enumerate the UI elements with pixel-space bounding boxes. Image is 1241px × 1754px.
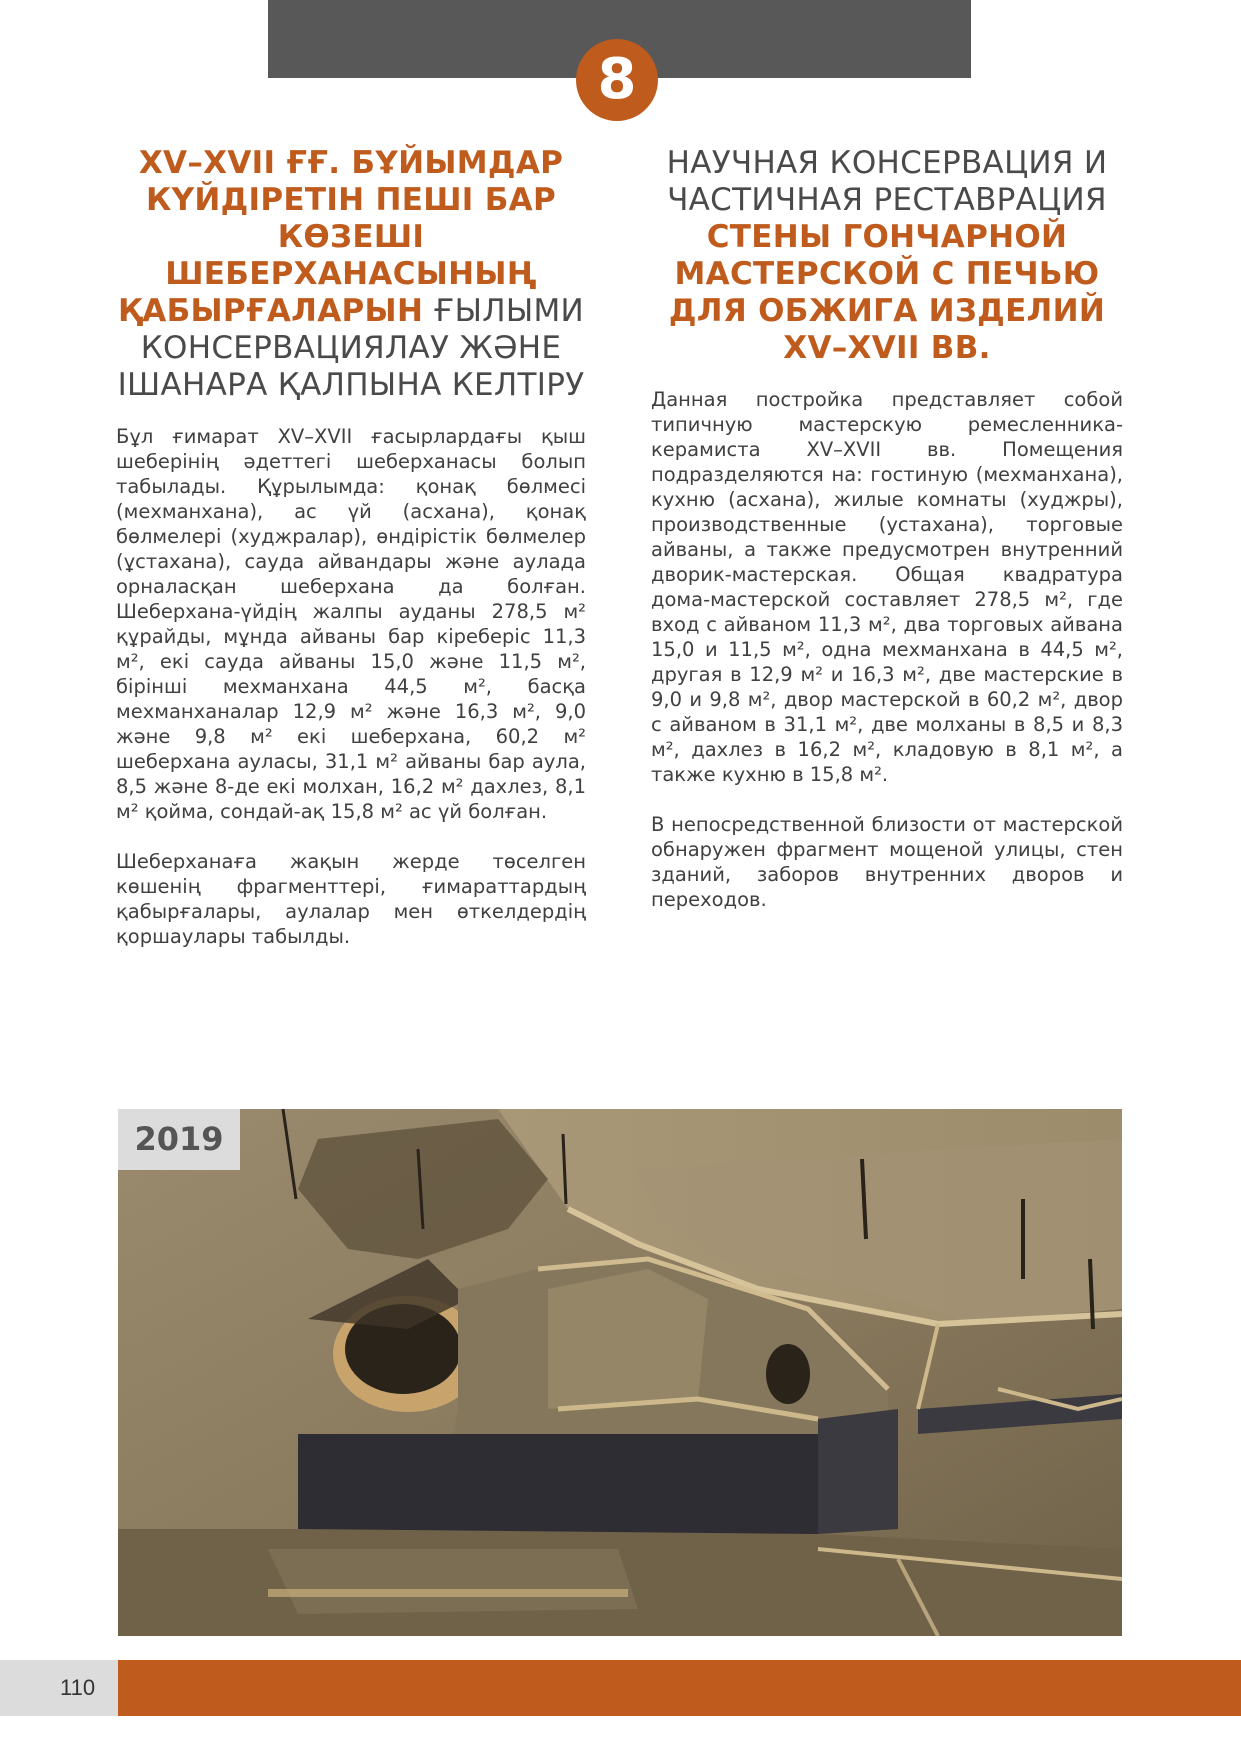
russian-column — [651, 145, 1123, 912]
kazakh-paragraph-2: Шеберханаға жақын жерде төселген көшенің фрагменттері, ғимараттардың қабырғалары, аулалар мен өткелдердің қоршаулары табылды. — [116, 850, 586, 948]
russian-heading-lead: НАУЧНАЯ КОНСЕРВАЦИЯ И ЧАСТИЧНАЯ РЕСТАВРАЦИЯ — [666, 145, 1108, 218]
page-number: 110 — [60, 1675, 96, 1700]
russian-paragraph-2: В непосредственной близости от мастерской обнаружен фрагмент мощеной улицы, стен зданий, заборов внутренних дворов и переходов. — [651, 813, 1123, 911]
kazakh-paragraph-1: Бұл ғимарат XV–XVII ғасырлардағы қыш шеберінің әдеттегі шеберханасы болып табылады. Құрылымда: қонақ бөлмесі (мехманхана), ас үй (асхана), қонақ бөлмелері (худжралар), өндірістік бөлмелер (ұстахана), сауда айвандары және аулада орналасқан шеберхана да болған. Шеберхана-үйдің жалпы ауданы 278,5 м² құрайды, мұнда айваны бар кіреберіс 11,3 м², екі сауда айваны 15,0 және 11,5 м², бірінші мехманхана 44,5 м², басқа мехманханалар 12,9 м² және 16,3 м², 9,0 және 9,8 м² екі шеберхана, 60,2 м² шеберхана ауласы, 31,1 м² айваны бар аула, 8,5 және 8-де екі молхан, 16,2 м² дахлез, 8,1 м² қойма, сондай-ақ 15,8 м² ас үй болған. — [116, 425, 586, 823]
kazakh-heading-highlight: XV–XVII ҒҒ. БҰЙЫМДАР КҮЙДІРЕТІН ПЕШІ БАР КӨЗЕШІ ШЕБЕРХАНАСЫНЫҢ ҚАБЫРҒАЛАРЫН — [117, 145, 564, 329]
russian-heading — [651, 145, 1123, 367]
footer-grey-block — [0, 1660, 118, 1716]
russian-heading-highlight: СТЕНЫ ГОНЧАРНОЙ МАСТЕРСКОЙ С ПЕЧЬЮ ДЛЯ ОБЖИГА ИЗДЕЛИЙ XV–XVII ВВ. — [668, 219, 1106, 366]
section-number-badge: 8 — [576, 39, 658, 121]
excavation-photo-illustration — [118, 1109, 1122, 1636]
excavation-aerial-photo — [118, 1109, 1122, 1636]
kazakh-heading — [116, 145, 586, 404]
footer-accent-bar — [118, 1660, 1241, 1716]
photo-year-badge: 2019 — [118, 1109, 240, 1170]
russian-paragraph-1: Данная постройка представляет собой типичную мастерскую ремесленника-керамиста XV–XVII вв. Помещения подразделяются на: гостиную (мехманхана), кухню (асхана), жилые комнаты (худжры), производственные (устахана), торговые айваны, а также предусмотрен внутренний дворик-мастерская. Общая квадратура дома-мастерской составляет 278,5 м², где вход с айваном 11,3 м², два торговых айвана 15,0 и 11,5 м², одна мехманхана в 44,5 м², другая в 12,9 м² и 16,3 м², две мастерские в 9,0 и 9,8 м², двор мастерской в 60,2 м², двор с айваном в 31,1 м², две молханы в 8,5 и 8,3 м², дахлез в 16,2 м², кладовую в 8,1 м², а также кухню в 15,8 м². — [651, 388, 1123, 786]
kazakh-heading-rest: ҒЫЛЫМИ КОНСЕРВАЦИЯЛАУ ЖӘНЕ ІШАНАРА ҚАЛПЫНА КЕЛТІРУ — [117, 293, 585, 403]
kazakh-column — [116, 145, 586, 949]
